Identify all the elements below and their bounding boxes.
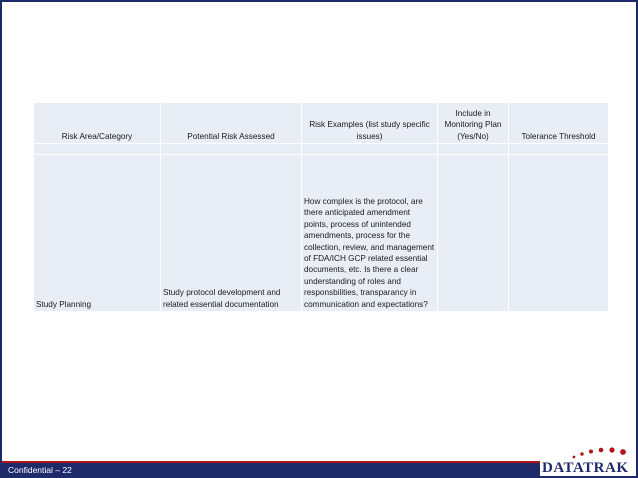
header-risk-examples: Risk Examples (list study specific issues) xyxy=(302,103,437,143)
logo-dot xyxy=(589,450,593,454)
cell-potential-risk: Study protocol development and related essential documentation xyxy=(161,155,301,311)
table-header-row xyxy=(34,103,608,143)
spacer-cell xyxy=(302,144,437,154)
logo-dot xyxy=(580,452,583,455)
cell-tolerance-threshold xyxy=(509,155,608,311)
cell-risk-examples: How complex is the protocol, are there anticipated amendment points, process of unintended amendments, process for the collection, review, and management of FDA/ICH GCP related essential documents, etc. Is there a clear understanding of roles and responsbilities, transparancy in communication and expectations? xyxy=(302,155,437,311)
datatrak-logo xyxy=(542,443,636,477)
header-potential-risk: Potential Risk Assessed xyxy=(161,103,301,143)
header-include-in-plan: Include in Monitoring Plan (Yes/No) xyxy=(438,103,508,143)
footer-confidential-label: Confidential – 22 xyxy=(8,465,72,475)
footer-bar xyxy=(2,463,540,478)
table-row xyxy=(34,155,608,311)
spacer-cell xyxy=(34,144,160,154)
logo-wordmark: DATATRAK xyxy=(542,460,629,476)
risk-assessment-table xyxy=(33,102,609,312)
spacer-cell xyxy=(509,144,608,154)
header-tolerance-threshold: Tolerance Threshold xyxy=(509,103,608,143)
spacer-cell xyxy=(161,144,301,154)
logo-dot xyxy=(573,456,576,459)
logo-dot xyxy=(609,447,614,452)
table-spacer-row xyxy=(34,144,608,154)
header-risk-area: Risk Area/Category xyxy=(34,103,160,143)
logo-dot xyxy=(599,448,604,453)
logo-dot xyxy=(620,449,626,455)
spacer-cell xyxy=(438,144,508,154)
cell-risk-area: Study Planning xyxy=(34,155,160,311)
cell-include-in-plan xyxy=(438,155,508,311)
